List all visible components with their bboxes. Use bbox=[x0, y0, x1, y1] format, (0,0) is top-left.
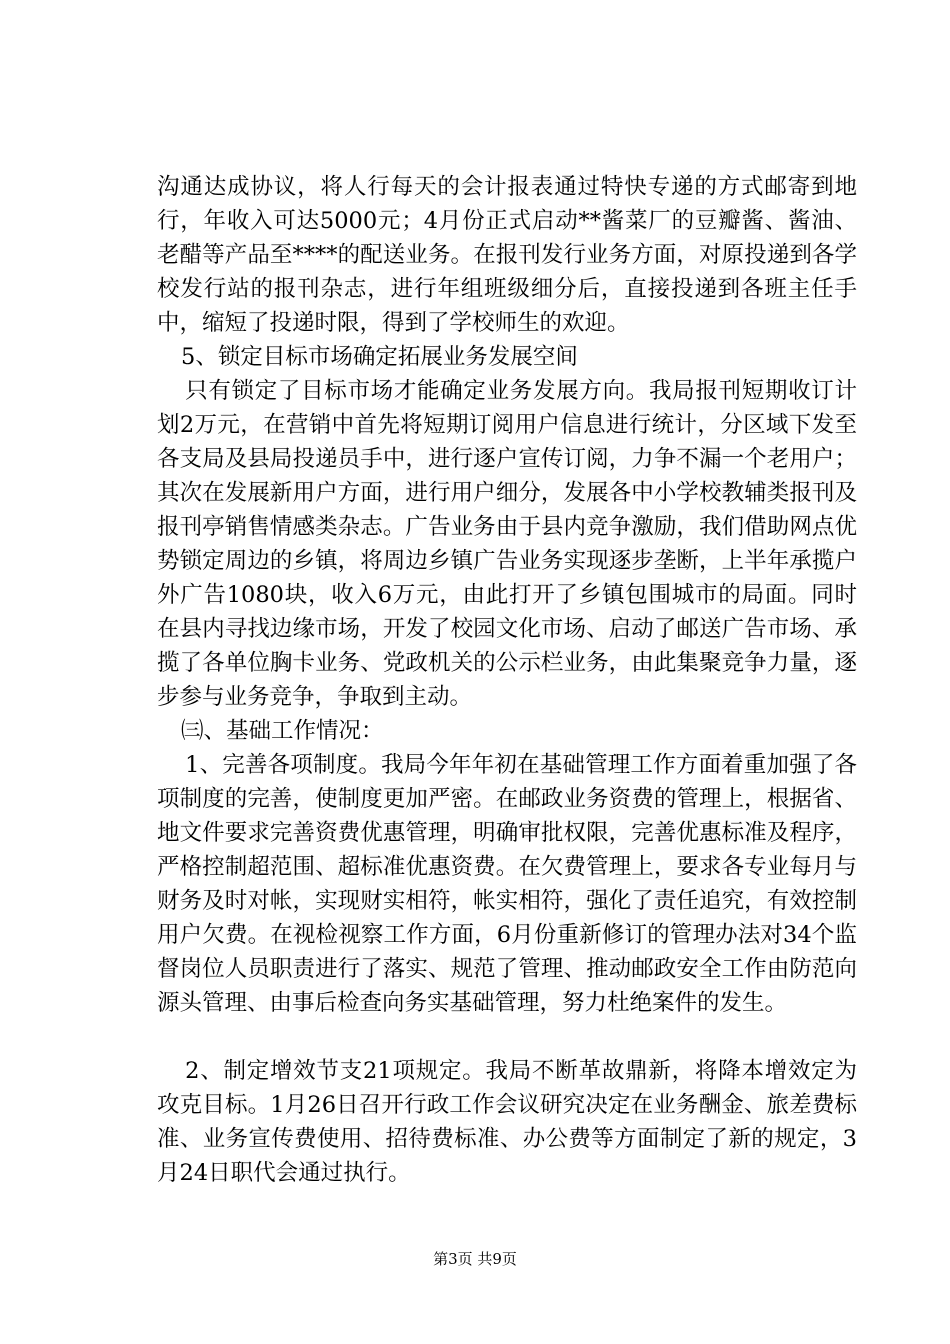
page-number-footer: 第3页 共9页 bbox=[433, 1250, 517, 1268]
paragraph-improve-systems: 1、完善各项制度。我局今年年初在基础管理工作方面着重加强了各项制度的完善，使制度更加严密。在邮政业务资费的管理上，根据省、地文件要求完善资费优惠管理，明确审批权限，完善优惠标准及程序，严格控制超范围、超标准优惠资费。在欠费管理上，要求各专业每月与财务及时对帐，实现财实相符，帐实相符，强化了责任追究，有效控制用户欠费。在视检视察工作方面，6月份重新修订的管理办法对34个监督岗位人员职责进行了落实、规范了管理、推动邮政安全工作由防范向源头管理、由事后检查向务实基础管理，努力杜绝案件的发生。 bbox=[157, 752, 857, 1016]
document-body bbox=[157, 170, 857, 1190]
paragraph-cost-saving-rules: 2、制定增效节支21项规定。我局不断革故鼎新，将降本增效定为攻克目标。1月26日召开行政工作会议研究决定在业务酬金、旅差费标准、业务宣传费使用、招待费标准、办公费等方面制定了新的规定，3月24日职代会通过执行。 bbox=[157, 1058, 857, 1186]
section-heading-basic-work: ㈢、基础工作情况： bbox=[181, 718, 384, 744]
paragraph-delivery-agreement: 沟通达成协议，将人行每天的会计报表通过特快专递的方式邮寄到地行，年收入可达5000元；4月份正式启动**酱菜厂的豆瓣酱、酱油、老醋等产品至****的配送业务。在报刊发行业务方面，对原投递到各学校发行站的报刊杂志，进行年组班级细分后，直接投递到各班主任手中，缩短了投递时限，得到了学校师生的欢迎。 bbox=[157, 174, 857, 336]
paragraph-target-market: 只有锁定了目标市场才能确定业务发展方向。我局报刊短期收订计划2万元，在营销中首先将短期订阅用户信息进行统计，分区域下发至各支局及县局投递员手中，进行逐户宣传订阅，力争不漏一个老用户；其次在发展新用户方面，进行用户细分，发展各中小学校教辅类报刊及报刊亭销售情感类杂志。广告业务由于县内竞争激励，我们借助网点优势锁定周边的乡镇，将周边乡镇广告业务实现逐步垄断，上半年承揽户外广告1080块，收入6万元，由此打开了乡镇包围城市的局面。同时在县内寻找边缘市场，开发了校园文化市场、启动了邮送广告市场、承揽了各单位胸卡业务、党政机关的公示栏业务，由此集聚竞争力量，逐步参与业务竞争，争取到主动。 bbox=[157, 378, 857, 710]
section-heading-target-market: 5、锁定目标市场确定拓展业务发展空间 bbox=[181, 344, 578, 370]
